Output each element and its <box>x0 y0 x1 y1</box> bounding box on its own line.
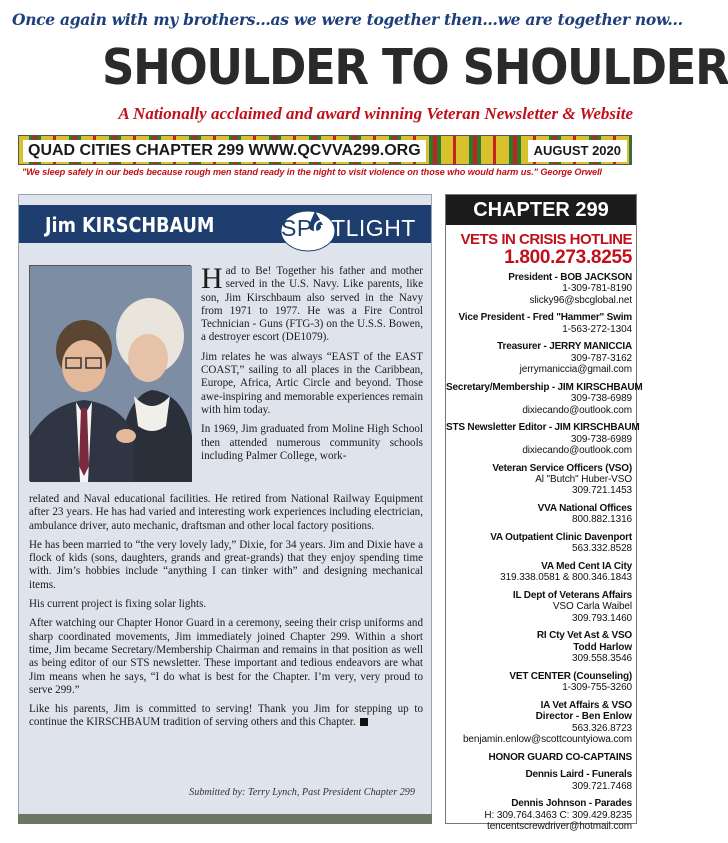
contact-role: VA Med Cent IA City <box>541 561 632 573</box>
contact-detail: VSO Carla Waibel <box>552 601 632 613</box>
contact-role: STS Newsletter Editor - JIM KIRSCHBAUM <box>446 422 640 434</box>
contact-role: VVA National Offices <box>537 503 632 515</box>
contact-role: IA Vet Affairs & VSO <box>540 699 632 711</box>
sidebar-title: CHAPTER 299 <box>446 195 636 225</box>
service-ribbon-banner <box>18 135 632 165</box>
contact-detail: Director - Ben Enlow <box>535 711 632 723</box>
contact-entry <box>446 630 632 664</box>
contact-role: Treasurer - JERRY MANICCIA <box>497 341 632 353</box>
tagline: Once again with my brothers...as we were together then...we are together now... <box>12 10 683 29</box>
contact-email[interactable]: benjamin.enlow@scottcountyiowa.com <box>462 734 632 746</box>
contact-entry <box>446 463 632 497</box>
contact-email[interactable]: tencentscrewdriver@hotmail.com <box>487 821 632 833</box>
paragraph-7 <box>29 703 423 730</box>
chapter-directory-sidebar <box>445 194 643 833</box>
submitted-by: Submitted by: Terry Lynch, Past President Chapter 299 <box>189 787 415 798</box>
chapter-website-label: QUAD CITIES CHAPTER 299 WWW.QCVVA299.ORG <box>23 140 426 162</box>
paragraph-6: After watching our Chapter Honor Guard in a ceremony, seeing their crisp uniforms and sharp coordinated movements, Jim immediately joined Chapter 299. Within a short time, Jim became Secretary/Membership Chairman and remains in that position as well as being editor of our STS newsletter. These important and tedious endeavors are what Jim means when he says, “I do what is best for the Chapter. I’m very, very proud to serve 299.” <box>29 617 423 696</box>
contact-detail: 309.793.1460 <box>572 612 632 624</box>
contact-role: VA Outpatient Clinic Davenport <box>490 532 632 544</box>
contact-email[interactable]: jerrymaniccia@gmail.com <box>519 364 632 376</box>
hotline-label: VETS IN CRISIS HOTLINE <box>460 231 632 248</box>
contact-entry <box>446 532 632 555</box>
spotlight-article <box>18 194 432 824</box>
hotline-number: 1.800.273.8255 <box>504 247 632 268</box>
paragraph-5: His current project is fixing solar lights. <box>29 598 207 611</box>
paragraph-2: Jim relates he was always “EAST of the EAST COAST,” sailing to all places in the Caribbean, Europe, Africa, Artic Circle and beyond. Those awe-inspiring and memorable experiences remain with him today. <box>201 350 423 416</box>
article-body-full <box>29 493 423 736</box>
orwell-quote: "We sleep safely in our beds because rough men stand ready in the night to visit violence on those who would harm us." George Orwell <box>22 167 602 177</box>
paragraph-3-start: In 1969, Jim graduated from Moline High School then attended numerous community schools including Palmer College, work- <box>201 423 423 462</box>
contact-entry <box>446 769 632 792</box>
contact-email[interactable]: slicky96@sbcglobal.net <box>529 294 632 306</box>
paragraph-4: He has been married to “the very lovely lady,” Dixie, for 34 years. Jim and Dixie have a flock of kids (sons, daughters, grands and great-grands) that they enjoy spending time with. Jim’s hobbies include “anything I can tinker with” and designing mechanical items. <box>29 538 423 591</box>
crisis-hotline <box>446 231 632 267</box>
contact-entry <box>446 503 632 526</box>
contact-entry <box>446 422 640 457</box>
contact-detail: 309-738-6989 <box>570 433 632 445</box>
paragraph-7-text: Like his parents, Jim is committed to serving! Thank you Jim for stepping up to continue the KIRSCHBAUM tradition of serving others and this Chapter. <box>29 703 423 729</box>
drop-cap: H <box>201 262 223 295</box>
contact-entry <box>446 272 632 306</box>
contact-role: Veteran Service Officers (VSO) <box>492 462 632 474</box>
contact-entry <box>446 312 632 335</box>
masthead-subtitle: A Nationally acclaimed and award winning Veteran Newsletter & Website <box>118 104 633 123</box>
contact-detail: 309-787-3162 <box>570 352 632 364</box>
contact-email[interactable]: dixiecando@outlook.com <box>522 404 632 416</box>
contact-entry <box>446 671 632 694</box>
contact-entry <box>446 798 632 832</box>
article-footer-band <box>18 814 432 824</box>
contact-detail: 309-738-6989 <box>570 393 632 405</box>
article-title: Jim KIRSCHBAUM <box>45 213 215 237</box>
contact-detail: 1-309-781-8190 <box>562 283 632 295</box>
paragraph-1-text: ad to Be! Together his father and mother served in the U.S. Navy. Like parents, like son, Jim Kirschbaum also served in the Navy from 1971 to 1977. He was a Fire Control Technician - Guns (FTG-3) on the U.S.S. Bowen, a destroyer escort (DE1079). <box>201 265 423 344</box>
issue-date: AUGUST 2020 <box>528 140 627 162</box>
contact-detail: 309.558.3546 <box>572 653 632 665</box>
contact-role: VET CENTER (Counseling) <box>509 670 632 682</box>
contact-detail: 319.338.0581 & 800.346.1843 <box>500 572 632 584</box>
paragraph-3-continued: related and Naval educational facilities. He retired from National Railway Equipment after 23 years. He has had varied and interesting work experiences including electrician, ambulance driver, auto mechanic, draftsman and other local factory positions. <box>29 493 423 532</box>
article-header-bar <box>19 205 431 243</box>
contact-detail: 309.721.1453 <box>572 485 632 497</box>
spotlight-label-dark: SP <box>281 215 313 241</box>
contact-detail: 1-563-272-1304 <box>562 323 632 335</box>
portrait-photo <box>29 265 191 481</box>
contact-entry <box>446 700 632 746</box>
contact-detail: 563.332.8528 <box>572 543 632 555</box>
spotlight-label <box>281 215 416 242</box>
contact-entry <box>446 341 632 375</box>
contact-detail: Al "Butch" Huber-VSO <box>535 474 632 486</box>
paragraph-1 <box>201 262 423 345</box>
contact-detail: H: 309.764.3463 C: 309.429.8235 <box>484 809 632 821</box>
contact-detail: 309.721.7468 <box>572 780 632 792</box>
contact-email[interactable]: dixiecando@outlook.com <box>522 445 632 457</box>
article-column-right <box>201 262 423 463</box>
contact-role: HONOR GUARD CO-CAPTAINS <box>488 751 632 763</box>
contact-entry <box>446 590 632 624</box>
contact-detail: Todd Harlow <box>573 641 632 653</box>
contact-role: President - BOB JACKSON <box>508 272 632 283</box>
contact-role: Dennis Laird - Funerals <box>525 769 632 781</box>
contact-detail: 563.326.8723 <box>572 722 632 734</box>
contact-role: Secretary/Membership - JIM KIRSCHBAUM <box>446 381 643 393</box>
contact-detail: 800.882.1316 <box>572 514 632 526</box>
contact-entry <box>446 561 632 584</box>
end-of-article-mark <box>360 718 368 726</box>
contact-role: Vice President - Fred "Hammer" Swim <box>458 312 632 324</box>
contact-role: IL Dept of Veterans Affairs <box>512 590 632 602</box>
spotlight-label-light: OTLIGHT <box>312 215 416 241</box>
contact-list <box>446 272 643 839</box>
contact-entry <box>446 381 643 416</box>
contact-role: RI Cty Vet Ast & VSO <box>536 630 632 642</box>
couple-portrait-image <box>30 266 192 482</box>
contact-entry <box>446 752 632 763</box>
contact-role: Dennis Johnson - Parades <box>511 798 632 810</box>
spotlight-badge <box>259 205 431 257</box>
contact-detail: 1-309-755-3260 <box>562 682 632 694</box>
masthead-title: SHOULDER TO SHOULDER <box>102 39 728 96</box>
